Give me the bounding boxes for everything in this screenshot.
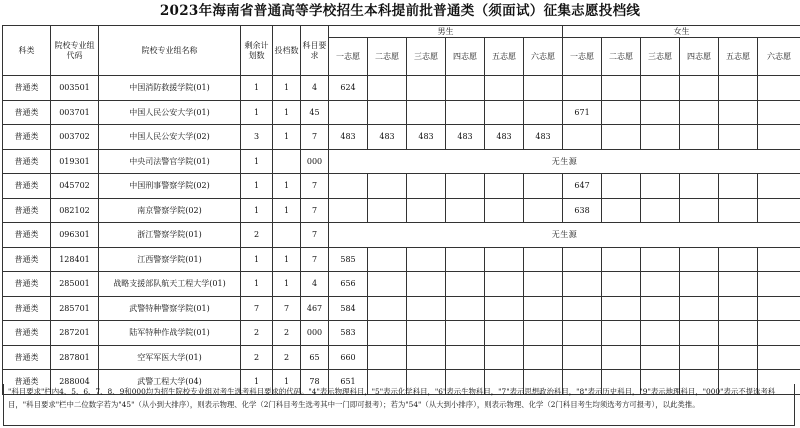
cell-male-score bbox=[446, 296, 485, 321]
cell-male-score bbox=[407, 174, 446, 199]
cell-male-score bbox=[446, 100, 485, 125]
cell-male-score: 660 bbox=[329, 345, 368, 370]
cell-male-score bbox=[446, 345, 485, 370]
cell-female-score bbox=[758, 100, 800, 125]
cell-code: 045702 bbox=[51, 174, 99, 199]
cell-male-score bbox=[368, 174, 407, 199]
cell-male-score bbox=[524, 272, 563, 297]
cell-male-score: 624 bbox=[329, 76, 368, 101]
cell-category: 普通类 bbox=[3, 223, 51, 248]
cell-male-score bbox=[446, 272, 485, 297]
cell-female-score bbox=[680, 247, 719, 272]
cell-code: 082102 bbox=[51, 198, 99, 223]
cell-female-score bbox=[758, 272, 800, 297]
cell-male-score bbox=[407, 198, 446, 223]
cell-submitted: 1 bbox=[273, 370, 301, 395]
cell-male-score bbox=[524, 247, 563, 272]
cell-male-score bbox=[485, 174, 524, 199]
cell-female-score bbox=[602, 76, 641, 101]
cell-category: 普通类 bbox=[3, 76, 51, 101]
cell-subject: 467 bbox=[301, 296, 329, 321]
cell-male-score bbox=[446, 76, 485, 101]
table-row bbox=[3, 247, 800, 272]
cell-subject: 65 bbox=[301, 345, 329, 370]
table-row bbox=[3, 76, 800, 101]
cell-male-score bbox=[485, 198, 524, 223]
cell-subject: 45 bbox=[301, 100, 329, 125]
cell-male-score: 483 bbox=[329, 125, 368, 150]
cell-female-score: 638 bbox=[563, 198, 602, 223]
cell-remaining: 1 bbox=[241, 247, 273, 272]
footnote: "科目要求"栏内4、5、6、7、8、9和000均为招生院校专业组对考生选考科目要求的代码。"4"表示物理科目，"5"表示化学科目，"6"表示生物科目，"7"表示思想政治科目，"8"表示历史科目，"9"表示地理科目，"000"表示不提选考科目，"科目要求"栏中二位数字若为"45"（从小到大排序），则表示物理、化学（2门科目考生选考其中一门即可报考）；若为"54"（从大到小排序），则表示物理、化学（2门科目考生均须选考方可报考），以此类推。 bbox=[3, 384, 795, 426]
header-female: 女生 bbox=[563, 26, 800, 38]
cell-male-score bbox=[329, 174, 368, 199]
cell-male-score: 483 bbox=[524, 125, 563, 150]
header-code: 院校专业组代码 bbox=[51, 26, 99, 76]
cell-subject: 7 bbox=[301, 198, 329, 223]
table-row bbox=[3, 125, 800, 150]
cell-female-score bbox=[641, 76, 680, 101]
cell-submitted: 1 bbox=[273, 272, 301, 297]
cell-submitted bbox=[273, 223, 301, 248]
female-choice-header: 二志愿 bbox=[602, 38, 641, 76]
cell-category: 普通类 bbox=[3, 149, 51, 174]
cell-male-score bbox=[407, 247, 446, 272]
cell-no-applicants: 无生源 bbox=[329, 149, 800, 174]
cell-female-score bbox=[602, 321, 641, 346]
male-choice-header: 六志愿 bbox=[524, 38, 563, 76]
cell-remaining: 2 bbox=[241, 321, 273, 346]
cell-male-score bbox=[407, 296, 446, 321]
cell-female-score bbox=[641, 100, 680, 125]
cell-male-score bbox=[485, 296, 524, 321]
cell-male-score bbox=[446, 321, 485, 346]
table-body bbox=[3, 76, 800, 395]
cell-category: 普通类 bbox=[3, 125, 51, 150]
cell-remaining: 1 bbox=[241, 100, 273, 125]
cell-subject: 000 bbox=[301, 321, 329, 346]
cell-remaining: 2 bbox=[241, 223, 273, 248]
cell-male-score bbox=[407, 76, 446, 101]
cell-subject: 4 bbox=[301, 76, 329, 101]
cell-code: 003701 bbox=[51, 100, 99, 125]
cell-female-score bbox=[641, 174, 680, 199]
cell-code: 285701 bbox=[51, 296, 99, 321]
cell-male-score bbox=[524, 76, 563, 101]
cell-female-score bbox=[758, 76, 800, 101]
cell-male-score bbox=[407, 272, 446, 297]
cell-female-score bbox=[563, 247, 602, 272]
cell-remaining: 7 bbox=[241, 296, 273, 321]
cell-male-score: 584 bbox=[329, 296, 368, 321]
cell-female-score bbox=[719, 100, 758, 125]
cell-name: 武警工程大学(04) bbox=[99, 370, 241, 395]
cell-submitted: 1 bbox=[273, 198, 301, 223]
cell-female-score bbox=[602, 296, 641, 321]
cell-female-score bbox=[680, 296, 719, 321]
cell-male-score bbox=[485, 272, 524, 297]
cell-male-score: 585 bbox=[329, 247, 368, 272]
cell-name: 南京警察学院(02) bbox=[99, 198, 241, 223]
cell-name: 浙江警察学院(01) bbox=[99, 223, 241, 248]
cell-code: 288004 bbox=[51, 370, 99, 395]
cell-submitted bbox=[273, 149, 301, 174]
cell-remaining: 1 bbox=[241, 174, 273, 199]
header-remaining: 剩余计划数 bbox=[241, 26, 273, 76]
page-title: 2023年海南省普通高等学校招生本科提前批普通类（须面试）征集志愿投档线 bbox=[159, 3, 641, 19]
cell-female-score bbox=[680, 125, 719, 150]
cell-female-score bbox=[641, 125, 680, 150]
table-row bbox=[3, 272, 800, 297]
cell-category: 普通类 bbox=[3, 345, 51, 370]
admission-table bbox=[2, 25, 800, 395]
cell-submitted: 1 bbox=[273, 76, 301, 101]
cell-male-score bbox=[368, 100, 407, 125]
cell-female-score bbox=[680, 76, 719, 101]
cell-male-score bbox=[524, 345, 563, 370]
female-choice-header: 五志愿 bbox=[719, 38, 758, 76]
cell-female-score: 671 bbox=[563, 100, 602, 125]
cell-category: 普通类 bbox=[3, 247, 51, 272]
cell-category: 普通类 bbox=[3, 198, 51, 223]
cell-male-score bbox=[368, 272, 407, 297]
cell-name: 中国消防救援学院(01) bbox=[99, 76, 241, 101]
cell-submitted: 1 bbox=[273, 174, 301, 199]
cell-code: 003702 bbox=[51, 125, 99, 150]
table-row bbox=[3, 100, 800, 125]
cell-code: 019301 bbox=[51, 149, 99, 174]
cell-female-score bbox=[719, 321, 758, 346]
cell-female-score bbox=[680, 174, 719, 199]
cell-submitted: 1 bbox=[273, 247, 301, 272]
cell-female-score bbox=[758, 345, 800, 370]
cell-name: 中国刑事警察学院(02) bbox=[99, 174, 241, 199]
cell-female-score bbox=[719, 198, 758, 223]
cell-female-score bbox=[719, 345, 758, 370]
cell-no-applicants: 无生源 bbox=[329, 223, 800, 248]
cell-remaining: 1 bbox=[241, 76, 273, 101]
cell-female-score bbox=[641, 272, 680, 297]
male-choice-header: 五志愿 bbox=[485, 38, 524, 76]
cell-code: 285001 bbox=[51, 272, 99, 297]
cell-female-score bbox=[602, 272, 641, 297]
cell-male-score bbox=[368, 345, 407, 370]
cell-name: 中央司法警官学院(01) bbox=[99, 149, 241, 174]
cell-female-score bbox=[719, 296, 758, 321]
cell-female-score bbox=[719, 247, 758, 272]
cell-male-score bbox=[524, 321, 563, 346]
cell-male-score bbox=[524, 100, 563, 125]
cell-female-score bbox=[719, 272, 758, 297]
cell-male-score bbox=[485, 76, 524, 101]
cell-remaining: 1 bbox=[241, 149, 273, 174]
cell-female-score bbox=[758, 321, 800, 346]
cell-female-score bbox=[758, 174, 800, 199]
cell-female-score bbox=[602, 125, 641, 150]
cell-female-score bbox=[680, 100, 719, 125]
cell-category: 普通类 bbox=[3, 321, 51, 346]
cell-remaining: 1 bbox=[241, 272, 273, 297]
cell-female-score bbox=[758, 247, 800, 272]
table-row bbox=[3, 296, 800, 321]
cell-code: 287801 bbox=[51, 345, 99, 370]
cell-female-score bbox=[563, 125, 602, 150]
cell-male-score bbox=[368, 296, 407, 321]
cell-male-score bbox=[368, 76, 407, 101]
cell-female-score bbox=[602, 345, 641, 370]
cell-male-score bbox=[368, 198, 407, 223]
cell-subject: 7 bbox=[301, 223, 329, 248]
cell-female-score: 647 bbox=[563, 174, 602, 199]
cell-name: 江西警察学院(01) bbox=[99, 247, 241, 272]
cell-female-score bbox=[719, 174, 758, 199]
male-choice-header: 一志愿 bbox=[329, 38, 368, 76]
cell-submitted: 2 bbox=[273, 345, 301, 370]
cell-subject: 78 bbox=[301, 370, 329, 395]
cell-female-score bbox=[758, 296, 800, 321]
cell-subject: 7 bbox=[301, 174, 329, 199]
cell-remaining: 3 bbox=[241, 125, 273, 150]
cell-subject: 7 bbox=[301, 125, 329, 150]
cell-female-score bbox=[602, 247, 641, 272]
table-row bbox=[3, 345, 800, 370]
cell-name: 中国人民公安大学(01) bbox=[99, 100, 241, 125]
cell-female-score bbox=[719, 76, 758, 101]
cell-subject: 7 bbox=[301, 247, 329, 272]
cell-female-score bbox=[563, 76, 602, 101]
cell-submitted: 1 bbox=[273, 125, 301, 150]
cell-male-score: 483 bbox=[446, 125, 485, 150]
table-row bbox=[3, 223, 800, 248]
cell-code: 003501 bbox=[51, 76, 99, 101]
cell-male-score bbox=[524, 198, 563, 223]
cell-category: 普通类 bbox=[3, 296, 51, 321]
cell-subject: 000 bbox=[301, 149, 329, 174]
cell-male-score bbox=[407, 345, 446, 370]
table-row bbox=[3, 321, 800, 346]
cell-male-score: 483 bbox=[485, 125, 524, 150]
cell-female-score bbox=[563, 321, 602, 346]
cell-male-score: 483 bbox=[407, 125, 446, 150]
table-row bbox=[3, 149, 800, 174]
female-choice-header: 一志愿 bbox=[563, 38, 602, 76]
cell-name: 空军军医大学(01) bbox=[99, 345, 241, 370]
cell-female-score bbox=[680, 345, 719, 370]
cell-code: 287201 bbox=[51, 321, 99, 346]
table-row bbox=[3, 198, 800, 223]
cell-male-score bbox=[524, 174, 563, 199]
cell-female-score bbox=[680, 272, 719, 297]
cell-category: 普通类 bbox=[3, 100, 51, 125]
cell-male-score bbox=[485, 321, 524, 346]
header-male: 男生 bbox=[329, 26, 563, 38]
cell-subject: 4 bbox=[301, 272, 329, 297]
cell-female-score bbox=[641, 345, 680, 370]
header-submitted: 投档数 bbox=[273, 26, 301, 76]
male-choice-header: 四志愿 bbox=[446, 38, 485, 76]
female-choice-header: 四志愿 bbox=[680, 38, 719, 76]
cell-code: 096301 bbox=[51, 223, 99, 248]
cell-female-score bbox=[641, 296, 680, 321]
cell-remaining: 1 bbox=[241, 370, 273, 395]
cell-male-score bbox=[407, 100, 446, 125]
cell-category: 普通类 bbox=[3, 174, 51, 199]
cell-male-score bbox=[485, 247, 524, 272]
cell-code: 128401 bbox=[51, 247, 99, 272]
cell-name: 陆军特种作战学院(01) bbox=[99, 321, 241, 346]
cell-male-score bbox=[446, 174, 485, 199]
cell-male-score bbox=[485, 100, 524, 125]
cell-male-score: 483 bbox=[368, 125, 407, 150]
cell-female-score bbox=[563, 296, 602, 321]
male-choice-header: 二志愿 bbox=[368, 38, 407, 76]
cell-female-score bbox=[602, 174, 641, 199]
cell-remaining: 2 bbox=[241, 345, 273, 370]
cell-female-score bbox=[563, 345, 602, 370]
cell-female-score bbox=[641, 247, 680, 272]
cell-female-score bbox=[602, 198, 641, 223]
cell-name: 中国人民公安大学(02) bbox=[99, 125, 241, 150]
cell-male-score bbox=[446, 198, 485, 223]
cell-submitted: 2 bbox=[273, 321, 301, 346]
female-choice-header: 三志愿 bbox=[641, 38, 680, 76]
cell-male-score bbox=[446, 247, 485, 272]
cell-female-score bbox=[680, 198, 719, 223]
cell-female-score bbox=[641, 321, 680, 346]
cell-submitted: 1 bbox=[273, 100, 301, 125]
cell-female-score bbox=[758, 125, 800, 150]
header-name: 院校专业组名称 bbox=[99, 26, 241, 76]
table-row bbox=[3, 174, 800, 199]
header-category: 科类 bbox=[3, 26, 51, 76]
cell-male-score bbox=[368, 247, 407, 272]
cell-male-score: 656 bbox=[329, 272, 368, 297]
cell-male-score: 583 bbox=[329, 321, 368, 346]
cell-male-score bbox=[329, 100, 368, 125]
header-subject: 科目要求 bbox=[301, 26, 329, 76]
female-choice-header: 六志愿 bbox=[758, 38, 800, 76]
cell-male-score bbox=[368, 321, 407, 346]
cell-female-score bbox=[602, 100, 641, 125]
cell-name: 战略支援部队航天工程大学(01) bbox=[99, 272, 241, 297]
cell-male-score: 651 bbox=[329, 370, 368, 395]
cell-male-score bbox=[329, 198, 368, 223]
cell-category: 普通类 bbox=[3, 370, 51, 395]
cell-name: 武警特种警察学院(01) bbox=[99, 296, 241, 321]
cell-category: 普通类 bbox=[3, 272, 51, 297]
male-choice-header: 三志愿 bbox=[407, 38, 446, 76]
cell-female-score bbox=[758, 198, 800, 223]
cell-female-score bbox=[563, 272, 602, 297]
cell-male-score bbox=[485, 345, 524, 370]
cell-remaining: 1 bbox=[241, 198, 273, 223]
cell-female-score bbox=[641, 198, 680, 223]
cell-male-score bbox=[524, 296, 563, 321]
cell-male-score bbox=[407, 321, 446, 346]
cell-female-score bbox=[680, 321, 719, 346]
cell-submitted: 7 bbox=[273, 296, 301, 321]
cell-female-score bbox=[719, 125, 758, 150]
